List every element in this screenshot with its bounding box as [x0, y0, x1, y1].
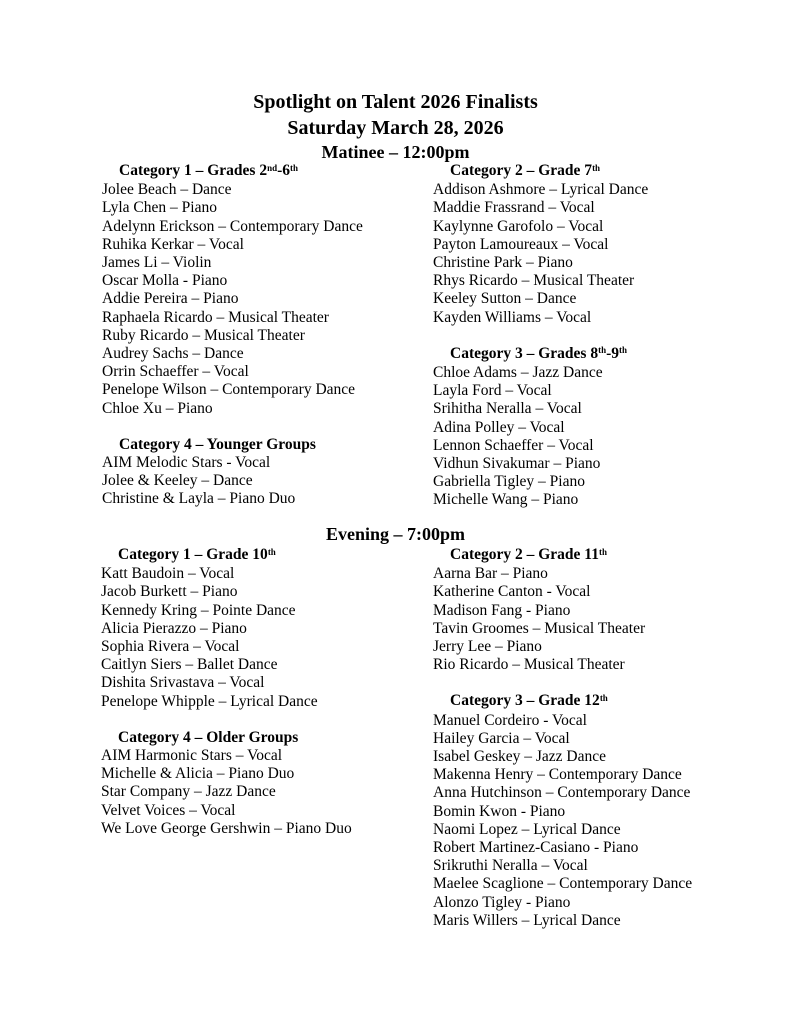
- finalist-entry: AIM Harmonic Stars – Vocal: [101, 747, 283, 765]
- finalist-entry: Anna Hutchinson – Contemporary Dance: [433, 784, 691, 802]
- finalist-entry: Addie Pereira – Piano: [102, 290, 239, 308]
- finalist-entry: Maris Willers – Lyrical Dance: [433, 911, 621, 929]
- finalist-entry: Jerry Lee – Piano: [433, 638, 542, 656]
- category-heading: Category 1 – Grade 10th: [118, 546, 276, 563]
- finalist-entry: Christine & Layla – Piano Duo: [102, 490, 296, 508]
- ordinal-superscript: nd: [267, 162, 278, 173]
- matinee-right-column: [433, 162, 648, 510]
- finalist-entry: Madison Fang - Piano: [433, 601, 571, 619]
- finalist-entry: Kennedy Kring – Pointe Dance: [101, 601, 296, 619]
- finalist-entry: Christine Park – Piano: [433, 254, 573, 272]
- category-heading: Category 4 – Younger Groups: [119, 435, 316, 453]
- finalist-entry: Bomin Kwon - Piano: [433, 802, 566, 820]
- finalist-entry: Lennon Schaeffer – Vocal: [433, 436, 594, 454]
- event-date: Saturday March 28, 2026: [287, 117, 504, 139]
- finalist-entry: Katt Baudoin – Vocal: [101, 565, 235, 583]
- finalist-entry: Srikruthi Neralla – Vocal: [433, 857, 588, 875]
- finalist-entry: Michelle Wang – Piano: [433, 491, 579, 509]
- session-header-evening: Evening – 7:00pm: [325, 524, 466, 544]
- finalist-entry: Makenna Henry – Contemporary Dance: [433, 766, 682, 784]
- finalist-entry: Ruby Ricardo – Musical Theater: [102, 326, 305, 344]
- finalist-entry: Payton Lamoureaux – Vocal: [433, 235, 609, 253]
- ordinal-superscript: th: [592, 162, 601, 173]
- finalist-entry: Addison Ashmore – Lyrical Dance: [433, 181, 649, 199]
- finalist-entry: Jolee Beach – Dance: [102, 181, 232, 199]
- category-block: [433, 345, 648, 510]
- finalist-entry: Star Company – Jazz Dance: [101, 783, 276, 801]
- finalist-entry: Oscar Molla - Piano: [102, 272, 228, 290]
- finalist-entry: Kaylynne Garofolo – Vocal: [433, 217, 604, 235]
- finalist-entry: AIM Melodic Stars - Vocal: [102, 454, 271, 472]
- ordinal-superscript: th: [599, 692, 608, 703]
- finalist-entry: Alicia Pierazzo – Piano: [101, 619, 247, 637]
- evening-left-column: [101, 546, 352, 838]
- finalist-entry: Srihitha Neralla – Vocal: [433, 400, 582, 418]
- finalist-entry: Alonzo Tigley - Piano: [433, 893, 571, 911]
- finalist-entry: Sophia Rivera – Vocal: [101, 638, 240, 656]
- finalist-entry: Aarna Bar – Piano: [433, 565, 548, 583]
- category-block: [102, 162, 363, 418]
- category-block: [101, 729, 352, 838]
- category-block: [102, 436, 363, 509]
- finalist-entry: Katherine Canton - Vocal: [433, 583, 591, 601]
- finalist-entry: Penelope Whipple – Lyrical Dance: [101, 692, 318, 710]
- finalist-entry: Lyla Chen – Piano: [102, 199, 217, 217]
- document-header: [0, 89, 791, 141]
- finalist-entry: Hailey Garcia – Vocal: [433, 729, 570, 747]
- finalist-entry: Adina Polley – Vocal: [433, 418, 565, 436]
- category-heading: Category 2 – Grade 11th: [450, 546, 607, 563]
- ordinal-superscript: th: [598, 345, 607, 356]
- category-block: [433, 546, 692, 674]
- finalist-entry: Rhys Ricardo – Musical Theater: [433, 272, 635, 290]
- evening-right-column: [433, 546, 692, 930]
- finalist-entry: Raphaela Ricardo – Musical Theater: [102, 308, 329, 326]
- finalist-entry: Gabriella Tigley – Piano: [433, 473, 585, 491]
- finalist-entry: Maelee Scaglione – Contemporary Dance: [433, 875, 693, 893]
- ordinal-superscript: th: [598, 546, 607, 557]
- finalist-entry: Caitlyn Siers – Ballet Dance: [101, 656, 278, 674]
- category-heading: Category 2 – Grade 7th: [450, 162, 601, 179]
- finalist-entry: Michelle & Alicia – Piano Duo: [101, 765, 295, 783]
- finalist-entry: We Love George Gershwin – Piano Duo: [101, 819, 352, 837]
- session-header-matinee: Matinee – 12:00pm: [321, 142, 470, 162]
- finalist-entry: Orrin Schaeffer – Vocal: [102, 363, 249, 381]
- finalist-entry: Vidhun Sivakumar – Piano: [433, 455, 601, 473]
- finalist-entry: Tavin Groomes – Musical Theater: [433, 619, 646, 637]
- finalist-entry: Chloe Xu – Piano: [102, 399, 213, 417]
- finalist-entry: Rio Ricardo – Musical Theater: [433, 656, 625, 674]
- category-block: [433, 692, 692, 930]
- finalist-entry: Robert Martinez-Casiano - Piano: [433, 839, 639, 857]
- matinee-left-column: [102, 162, 363, 509]
- finalist-entry: Layla Ford – Vocal: [433, 382, 552, 400]
- finalist-entry: James Li – Violin: [102, 254, 212, 272]
- finalist-entry: Ruhika Kerkar – Vocal: [102, 235, 244, 253]
- finalist-entry: Dishita Srivastava – Vocal: [101, 674, 265, 692]
- finalist-entry: Manuel Cordeiro - Vocal: [433, 711, 587, 729]
- finalist-entry: Jacob Burkett – Piano: [101, 583, 238, 601]
- ordinal-superscript: th: [619, 345, 628, 356]
- finalist-entry: Jolee & Keeley – Dance: [102, 472, 253, 490]
- ordinal-superscript: th: [267, 546, 276, 557]
- finalist-entry: Penelope Wilson – Contemporary Dance: [102, 381, 356, 399]
- finalist-entry: Keeley Sutton – Dance: [433, 290, 577, 308]
- category-block: [101, 546, 352, 711]
- finalist-entry: Chloe Adams – Jazz Dance: [433, 364, 603, 382]
- category-block: [433, 162, 648, 327]
- category-heading: Category 1 – Grades 2nd-6th: [119, 162, 299, 179]
- finalist-entry: Adelynn Erickson – Contemporary Dance: [102, 217, 363, 235]
- category-heading: Category 3 – Grades 8th-9th: [450, 344, 628, 362]
- ordinal-superscript: th: [290, 162, 299, 173]
- finalist-entry: Maddie Frassrand – Vocal: [433, 199, 595, 217]
- finalist-entry: Isabel Geskey – Jazz Dance: [433, 748, 606, 766]
- category-heading: Category 4 – Older Groups: [118, 728, 299, 746]
- finalist-entry: Naomi Lopez – Lyrical Dance: [433, 820, 621, 838]
- finalist-entry: Velvet Voices – Vocal: [101, 801, 236, 819]
- category-heading: Category 3 – Grade 12th: [450, 692, 608, 710]
- page-title: Spotlight on Talent 2026 Finalists: [253, 91, 538, 113]
- finalist-entry: Kayden Williams – Vocal: [433, 308, 592, 326]
- finalist-entry: Audrey Sachs – Dance: [102, 345, 244, 363]
